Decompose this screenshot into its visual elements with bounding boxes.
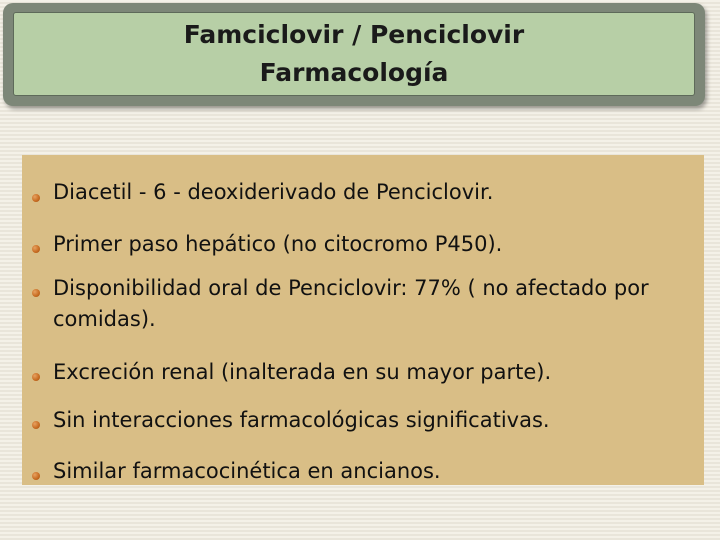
- list-item-text: Primer paso hepático (no citocromo P450).: [53, 232, 503, 256]
- slide-title: [13, 12, 695, 96]
- title-line-1: Famciclovir / Penciclovir: [183, 20, 525, 49]
- bullet-icon: [32, 245, 40, 253]
- title-line-2: Farmacología: [259, 58, 449, 87]
- list-item-text: Excreción renal (inalterada en su mayor parte).: [53, 360, 552, 384]
- list-item-text: Similar farmacocinética en ancianos.: [53, 459, 441, 483]
- bullet-icon: [32, 373, 40, 381]
- bullet-icon: [32, 289, 40, 297]
- bullet-icon: [32, 472, 40, 480]
- bullet-icon: [32, 194, 40, 202]
- list-item-text: Disponibilidad oral de Penciclovir: 77% ( no afectado por comidas).: [53, 276, 649, 331]
- title-frame: [3, 3, 705, 106]
- list-item-text: Diacetil - 6 - deoxiderivado de Penciclovir.: [53, 180, 494, 204]
- list-item-text: Sin interacciones farmacológicas significativas.: [53, 408, 550, 432]
- content-panel: [22, 155, 704, 485]
- bullet-icon: [32, 421, 40, 429]
